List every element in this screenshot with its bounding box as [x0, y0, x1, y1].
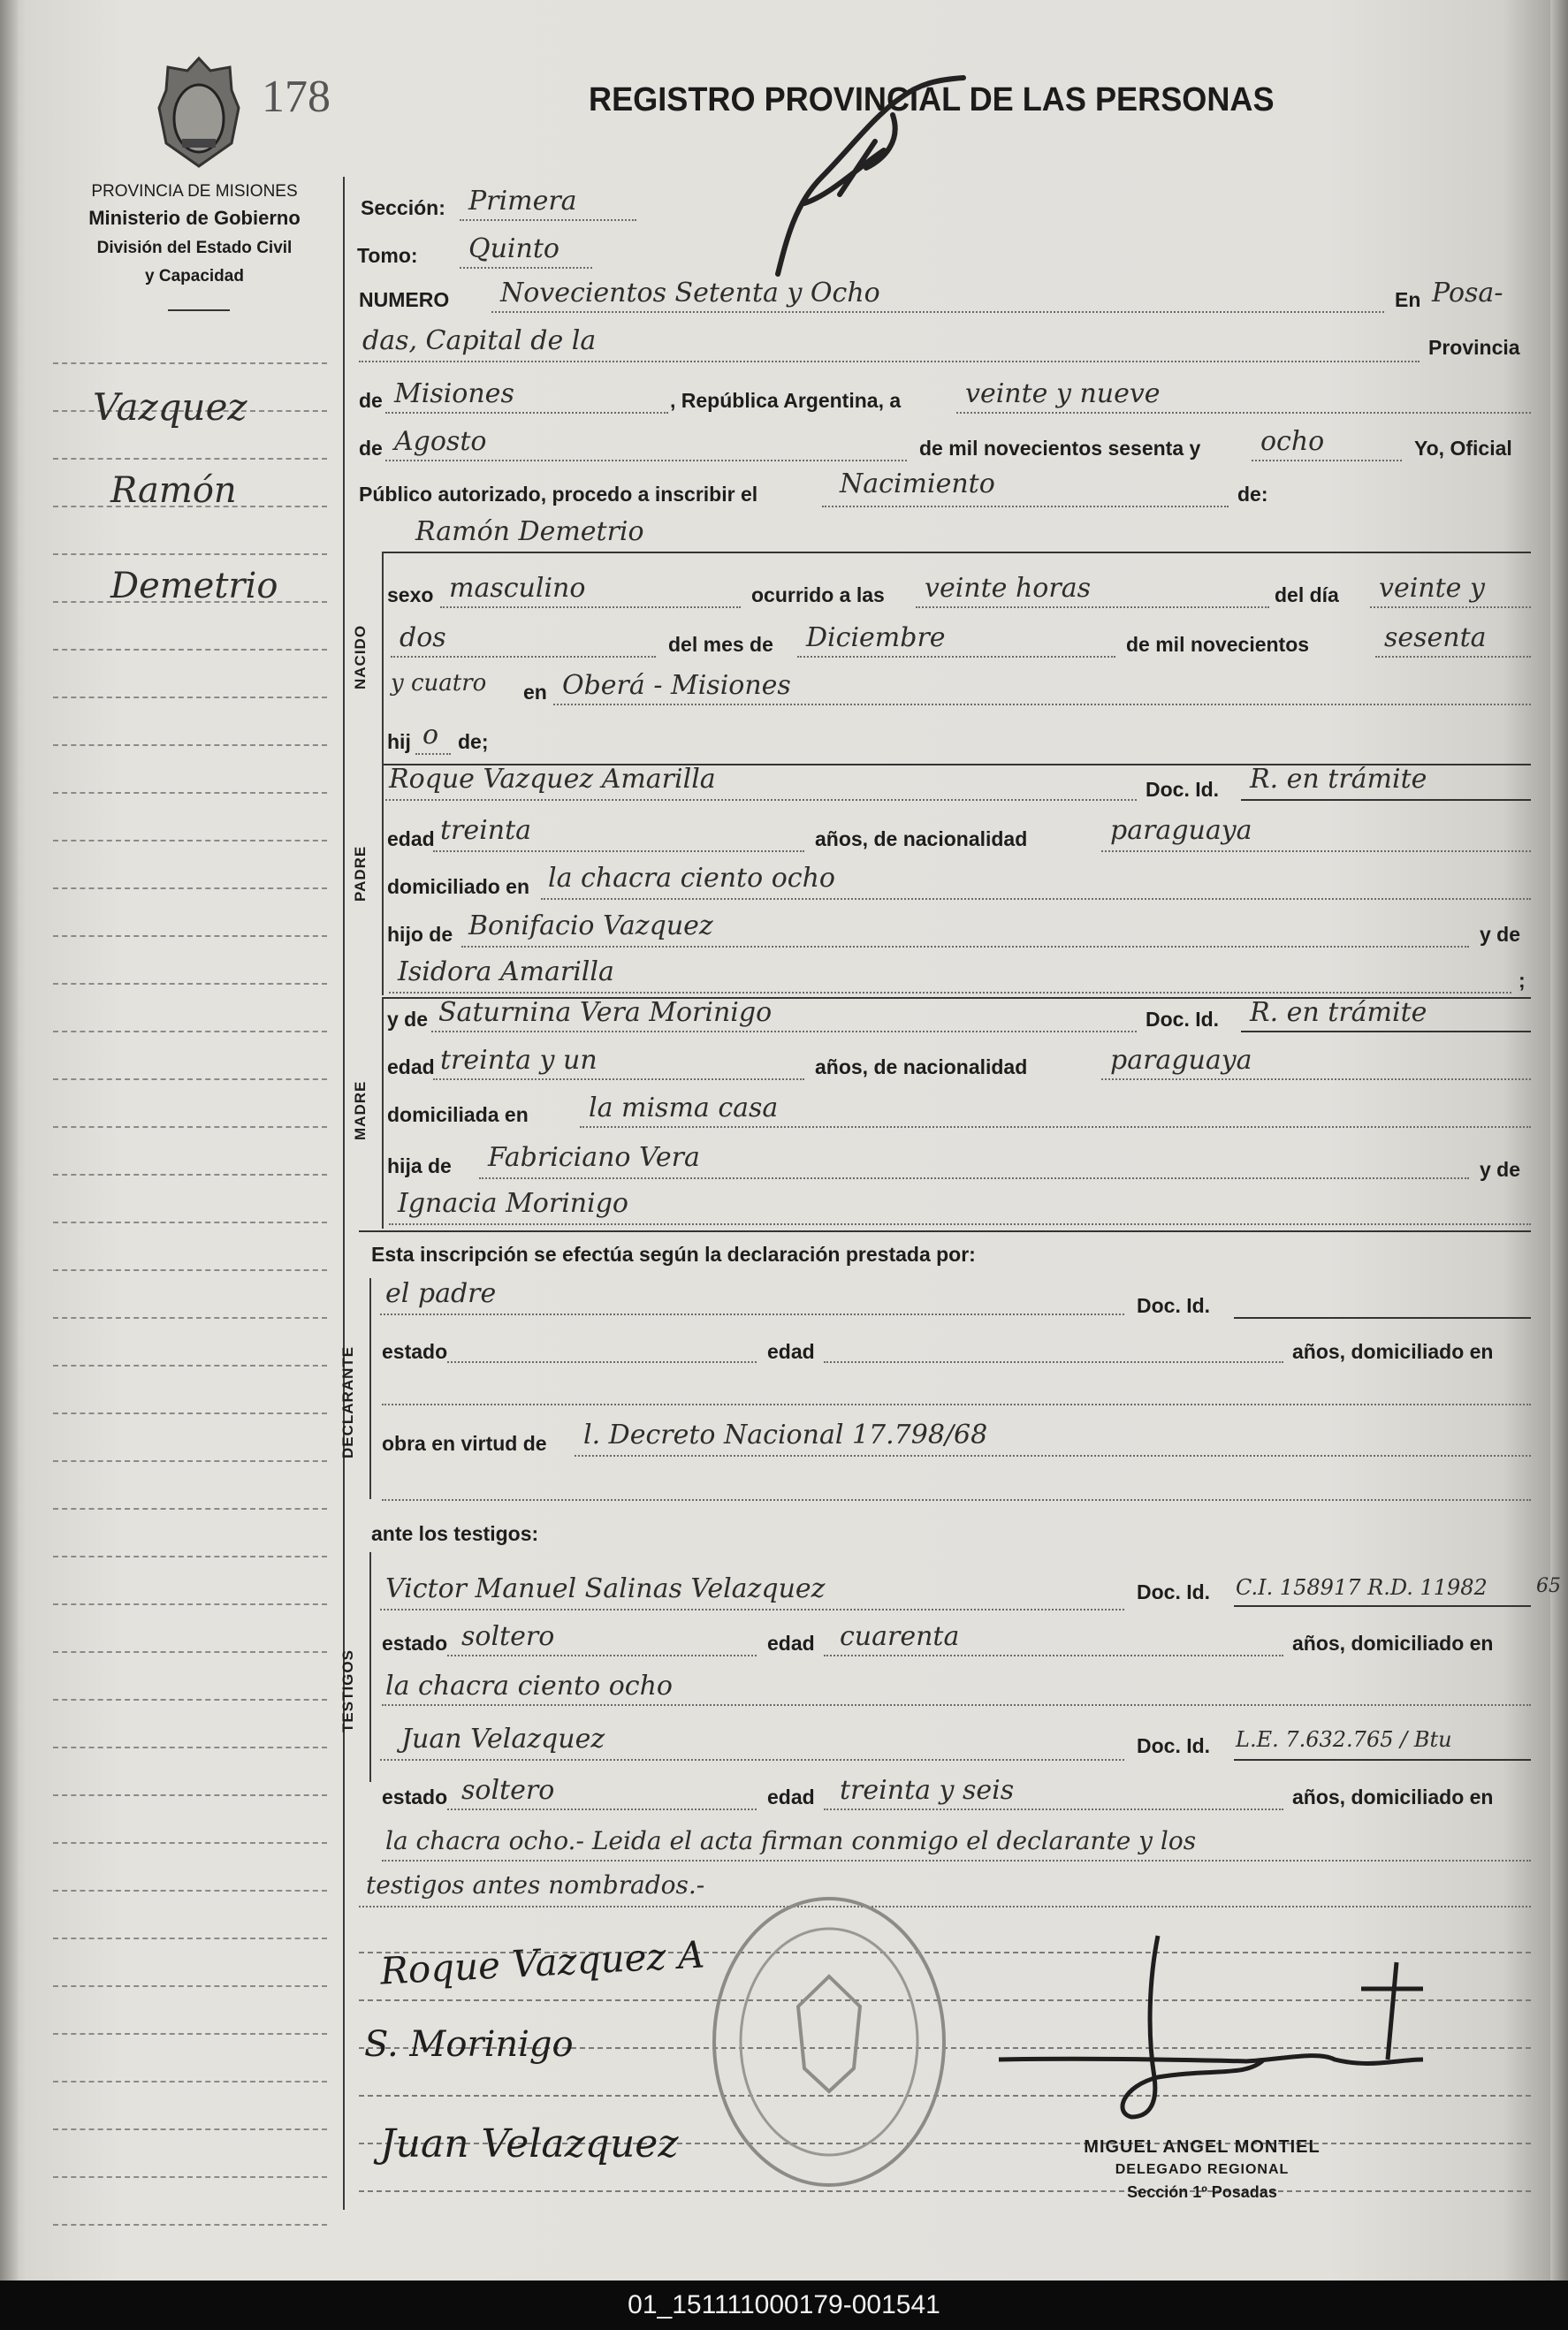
- lugar-line: [553, 704, 1531, 705]
- mes-value: Agosto: [394, 426, 487, 457]
- anio-line: [1252, 460, 1402, 461]
- margin-rule-line: [53, 1603, 327, 1605]
- coat-of-arms-icon: [150, 55, 247, 170]
- padre-dom-label: domiciliado en: [387, 875, 530, 898]
- declarante-end-line: [382, 1499, 1531, 1501]
- left-binding: [0, 0, 18, 2281]
- margin-rule-line: [53, 1174, 327, 1176]
- mil-nov-label: de mil novecientos sesenta y: [919, 437, 1201, 460]
- signature-1: Roque Vazquez A: [378, 1932, 706, 1993]
- section-declarante: DECLARANTE: [339, 1345, 356, 1458]
- margin-rule-line: [53, 697, 327, 698]
- padre-nombre-line: [385, 799, 1137, 801]
- testigo2-dom-value: la chacra ocho.- Leida el acta firman conmigo el declarante y los: [385, 1826, 1197, 1855]
- testigos-bracket: [369, 1552, 371, 1782]
- madre-madre-value: Ignacia Morinigo: [398, 1188, 628, 1219]
- anio-nac-value: sesenta: [1384, 622, 1487, 653]
- madre-dom-line: [580, 1126, 1531, 1128]
- padre-nombre-value: Roque Vazquez Amarilla: [389, 764, 716, 795]
- padre-anos-label: años, de nacionalidad: [815, 827, 1028, 850]
- official-office: Sección 1º Posadas: [1127, 2183, 1277, 2201]
- page-title: REGISTRO PROVINCIAL DE LAS PERSONAS: [589, 81, 1275, 118]
- dia-nac-line: [1370, 606, 1531, 608]
- madre-edad-line: [433, 1078, 804, 1080]
- ocurrido-label: ocurrido a las: [751, 583, 885, 606]
- padre-nac-line: [1101, 850, 1531, 852]
- padre-edad-line: [433, 850, 804, 852]
- madre-nombre-value: Saturnina Vera Morinigo: [438, 997, 773, 1028]
- official-signature: [981, 1927, 1441, 2130]
- testigo1-dom-value: la chacra ciento ocho: [385, 1671, 673, 1702]
- header-divider: [168, 309, 230, 311]
- tomo-line: [460, 267, 592, 269]
- madre-y-de-end-label: y de: [1480, 1158, 1521, 1181]
- margin-rule-line: [53, 2128, 327, 2130]
- margin-rule-line: [53, 935, 327, 937]
- margin-rule-line: [53, 1031, 327, 1032]
- margin-name1: Ramón: [110, 470, 237, 511]
- hora-value: veinte horas: [925, 573, 1091, 604]
- declarante-line: [380, 1313, 1124, 1315]
- madre-anos-label: años, de nacionalidad: [815, 1055, 1028, 1078]
- madre-doc-label: Doc. Id.: [1146, 1008, 1220, 1031]
- testigo2-value: Juan Velazquez: [401, 1724, 605, 1755]
- dia-nac2-value: dos: [400, 622, 446, 653]
- mes-nac-line: [797, 656, 1115, 658]
- padre-dom-line: [541, 898, 1531, 900]
- tomo-label: Tomo:: [357, 244, 418, 267]
- testigo1-estado-value: soltero: [461, 1621, 555, 1652]
- declarante-estado-line: [447, 1361, 757, 1363]
- margin-rule-line: [53, 1794, 327, 1796]
- declaracion-rule: [359, 1230, 1531, 1232]
- division-label: División del Estado Civil: [96, 239, 293, 257]
- de-colon-label: de:: [1237, 483, 1268, 506]
- testigo1-value: Victor Manuel Salinas Velazquez: [385, 1573, 826, 1604]
- testigo2-line: [380, 1759, 1124, 1761]
- testigo1-edad-line: [824, 1655, 1283, 1656]
- padre-y-de-label: y de: [1480, 923, 1521, 946]
- margin-rule-line: [53, 1317, 327, 1319]
- testigo1-doc-value: C.I. 158917 R.D. 11982: [1236, 1575, 1488, 1600]
- lugar-value: Oberá - Misiones: [562, 670, 791, 701]
- declarante-edad-label: edad: [767, 1340, 815, 1363]
- margin-rule-line: [53, 1126, 327, 1128]
- madre-doc-line: [1241, 1031, 1531, 1032]
- margin-rule-line: [53, 1651, 327, 1653]
- dia-nac-value: veinte y: [1379, 573, 1485, 604]
- margin-rule-line: [53, 553, 327, 555]
- margin-separator: [343, 177, 345, 2210]
- margin-rule-line: [53, 1508, 327, 1510]
- yo-oficial-label: Yo, Oficial: [1414, 437, 1512, 460]
- madre-padre-value: Fabriciano Vera: [488, 1142, 700, 1173]
- madre-padre-line: [479, 1177, 1469, 1179]
- margin-rule-line: [53, 2081, 327, 2083]
- mes-nac-value: Diciembre: [806, 622, 946, 653]
- seccion-value: Primera: [468, 186, 577, 217]
- official-name: MIGUEL ANGEL MONTIEL: [1084, 2137, 1321, 2157]
- margin-rule-line: [53, 983, 327, 985]
- testigo2-dom-line: [382, 1860, 1531, 1862]
- madre-y-de-label: y de: [387, 1008, 429, 1031]
- seccion-line: [460, 219, 636, 221]
- testigo2-estado-line: [447, 1808, 757, 1810]
- madre-dom-label: domiciliada en: [387, 1103, 529, 1126]
- declarante-value: el padre: [385, 1278, 497, 1309]
- anio-nac2-value: y cuatro: [391, 670, 487, 697]
- anio-nac-line: [1375, 656, 1531, 658]
- hij-suffix-value: o: [422, 720, 439, 750]
- de2-label: de: [359, 437, 383, 460]
- testigo1-dom-line: [382, 1704, 1531, 1706]
- sexo-line: [440, 606, 741, 608]
- padre-padre-value: Bonifacio Vazquez: [468, 910, 713, 941]
- del-mes-label: del mes de: [668, 633, 773, 656]
- margin-rule-line: [53, 1269, 327, 1271]
- provincia-label: Provincia: [1428, 336, 1520, 359]
- signature-3: Juan Velazquez: [380, 2121, 679, 2166]
- declarante-doc-line: [1234, 1317, 1531, 1319]
- padre-bracket: [382, 764, 384, 995]
- margin-rule-line: [53, 887, 327, 889]
- de-semi-label: de;: [458, 730, 489, 753]
- madre-nac-line: [1101, 1078, 1531, 1080]
- publico-label: Público autorizado, procedo a inscribir el: [359, 483, 758, 506]
- declaracion-label: Esta inscripción se efectúa según la declaración prestada por:: [371, 1243, 976, 1266]
- margin-rule-line: [53, 2224, 327, 2226]
- dia-value: veinte y nueve: [965, 378, 1161, 409]
- section-madre: MADRE: [352, 1080, 369, 1140]
- margin-rule-line: [53, 2033, 327, 2035]
- margin-rule-line: [53, 1365, 327, 1367]
- declarante-edad-line: [824, 1361, 1283, 1363]
- testigo1-doc-line: [1234, 1605, 1531, 1607]
- margin-rule-line: [53, 792, 327, 794]
- official-seal-stamp: [705, 1892, 953, 2192]
- de-label: de: [359, 389, 383, 412]
- margin-rule-line: [53, 744, 327, 746]
- declarante-doc-label: Doc. Id.: [1137, 1294, 1211, 1317]
- margin-rule-line: [53, 1078, 327, 1080]
- hora-line: [916, 606, 1269, 608]
- madre-edad-value: treinta y un: [440, 1045, 598, 1076]
- header-signature-mark: [751, 62, 999, 283]
- provincia-line: [385, 412, 668, 414]
- testigo2-estado-value: soltero: [461, 1775, 555, 1806]
- testigo2-edad-line: [824, 1808, 1283, 1810]
- obra-label: obra en virtud de: [382, 1432, 547, 1455]
- margin-rule-line: [53, 362, 327, 364]
- province-label: PROVINCIA DE MISIONES: [91, 182, 298, 201]
- provincia-value: Misiones: [394, 378, 514, 409]
- margin-name2: Demetrio: [110, 566, 278, 606]
- registrar-stamp-signature: ​: [769, 177, 817, 202]
- section-padre: PADRE: [352, 845, 369, 902]
- testigo1-estado-line: [447, 1655, 757, 1656]
- sexo-value: masculino: [449, 573, 586, 604]
- acto-value: Nacimiento: [840, 468, 995, 499]
- numero-label: NUMERO: [359, 288, 450, 311]
- declarante-estado-label: estado: [382, 1340, 448, 1363]
- capacity-label: y Capacidad: [145, 267, 244, 286]
- margin-rule-line: [53, 2176, 327, 2178]
- dia-line: [956, 412, 1531, 414]
- madre-nac-value: paraguaya: [1110, 1045, 1252, 1076]
- official-role: DELEGADO REGIONAL: [1115, 2162, 1290, 2177]
- ciudad-line: [359, 361, 1420, 362]
- testigo1-edad-label: edad: [767, 1632, 815, 1655]
- madre-nombre-line: [431, 1031, 1137, 1032]
- declarante-bracket: [369, 1278, 371, 1499]
- seccion-label: Sección:: [361, 196, 445, 219]
- padre-doc-line: [1241, 799, 1531, 801]
- padre-hijo-label: hijo de: [387, 923, 453, 946]
- margin-rule-line: [53, 649, 327, 651]
- nacido-bracket: [382, 552, 384, 764]
- testigo2-doc-label: Doc. Id.: [1137, 1734, 1211, 1757]
- right-binding: [1550, 0, 1568, 2281]
- margin-rule-line: [53, 458, 327, 460]
- margin-rule-line: [53, 1747, 327, 1748]
- madre-edad-label: edad: [387, 1055, 435, 1078]
- padre-madre-value: Isidora Amarilla: [398, 956, 614, 987]
- decreto-value: l. Decreto Nacional 17.798/68: [583, 1420, 988, 1451]
- testigo2-edad-label: edad: [767, 1786, 815, 1808]
- declarante-dom-line: [382, 1404, 1531, 1405]
- testigo2-edad-value: treinta y seis: [840, 1775, 1015, 1806]
- declarante-anos-label: años, domiciliado en: [1292, 1340, 1494, 1363]
- mil-nov2-label: de mil novecientos: [1126, 633, 1310, 656]
- nombre-value: Ramón Demetrio: [415, 516, 644, 547]
- margin-rule-line: [53, 1985, 327, 1987]
- testigo2-dom2-value: testigos antes nombrados.-: [366, 1870, 705, 1900]
- testigo1-doc-tail: 65: [1536, 1575, 1561, 1597]
- testigo1-edad-value: cuarenta: [840, 1621, 960, 1652]
- testigo1-anos-label: años, domiciliado en: [1292, 1632, 1494, 1655]
- en-label: En: [1395, 288, 1421, 311]
- republica-label: , República Argentina, a: [670, 389, 902, 412]
- padre-dom-value: la chacra ciento ocho: [548, 863, 835, 894]
- hij-label: hij: [387, 730, 411, 753]
- tomo-value: Quinto: [468, 233, 559, 264]
- numero-line: [491, 311, 1384, 313]
- mes-line: [385, 460, 907, 461]
- testigo1-estado-label: estado: [382, 1632, 448, 1655]
- page-number: 178: [262, 72, 331, 122]
- padre-doc-value: R. en trámite: [1250, 764, 1427, 795]
- margin-rule-line: [53, 1699, 327, 1701]
- anio-value: ocho: [1260, 426, 1325, 457]
- padre-semicolon: ;: [1519, 969, 1526, 992]
- madre-bracket: [382, 997, 384, 1229]
- madre-madre-line: [389, 1223, 1531, 1225]
- signature-2: S. Morinigo: [364, 2024, 574, 2065]
- testigo1-line: [380, 1609, 1124, 1610]
- madre-hija-label: hija de: [387, 1154, 452, 1177]
- section-testigos: TESTIGOS: [339, 1649, 356, 1732]
- margin-rule-line: [53, 1556, 327, 1557]
- testigo2-doc-value: L.E. 7.632.765 / Btu: [1236, 1727, 1452, 1752]
- madre-doc-value: R. en trámite: [1250, 997, 1427, 1028]
- padre-madre-line: [389, 992, 1511, 994]
- margin-rule-line: [53, 1842, 327, 1844]
- margin-rule-line: [53, 840, 327, 841]
- testigo1-doc-label: Doc. Id.: [1137, 1580, 1211, 1603]
- ministry-label: Ministerio de Gobierno: [88, 207, 301, 229]
- acto-line: [822, 506, 1229, 507]
- margin-rule-line: [53, 1222, 327, 1223]
- ante-label: ante los testigos:: [371, 1522, 539, 1545]
- padre-padre-line: [461, 946, 1469, 948]
- padre-edad-label: edad: [387, 827, 435, 850]
- numero-value: Novecientos Setenta y Ocho: [500, 278, 880, 308]
- decreto-line: [575, 1455, 1531, 1457]
- nombre-rule: [382, 552, 1531, 553]
- ciudad-value: das, Capital de la: [362, 325, 597, 356]
- margin-surname: Vazquez: [93, 385, 247, 429]
- en2-label: en: [523, 681, 547, 704]
- padre-edad-value: treinta: [440, 815, 532, 846]
- testigo2-doc-line: [1234, 1759, 1531, 1761]
- padre-nac-value: paraguaya: [1110, 815, 1252, 846]
- margin-rule-line: [53, 1890, 327, 1892]
- del-dia-label: del día: [1275, 583, 1339, 606]
- madre-dom-value: la misma casa: [589, 1093, 779, 1123]
- sexo-label: sexo: [387, 583, 434, 606]
- dia-nac2-line: [391, 656, 656, 658]
- testigo2-anos-label: años, domiciliado en: [1292, 1786, 1494, 1808]
- margin-rule-line: [53, 1460, 327, 1462]
- margin-rule-line: [53, 1938, 327, 1939]
- en-value: Posa-: [1432, 278, 1503, 308]
- padre-doc-label: Doc. Id.: [1146, 778, 1220, 801]
- section-nacido: NACIDO: [352, 624, 369, 689]
- margin-rule-line: [53, 1412, 327, 1414]
- image-id-footer: 01_151111000179-001541: [0, 2281, 1568, 2330]
- hij-line: [415, 753, 451, 755]
- testigo2-estado-label: estado: [382, 1786, 448, 1808]
